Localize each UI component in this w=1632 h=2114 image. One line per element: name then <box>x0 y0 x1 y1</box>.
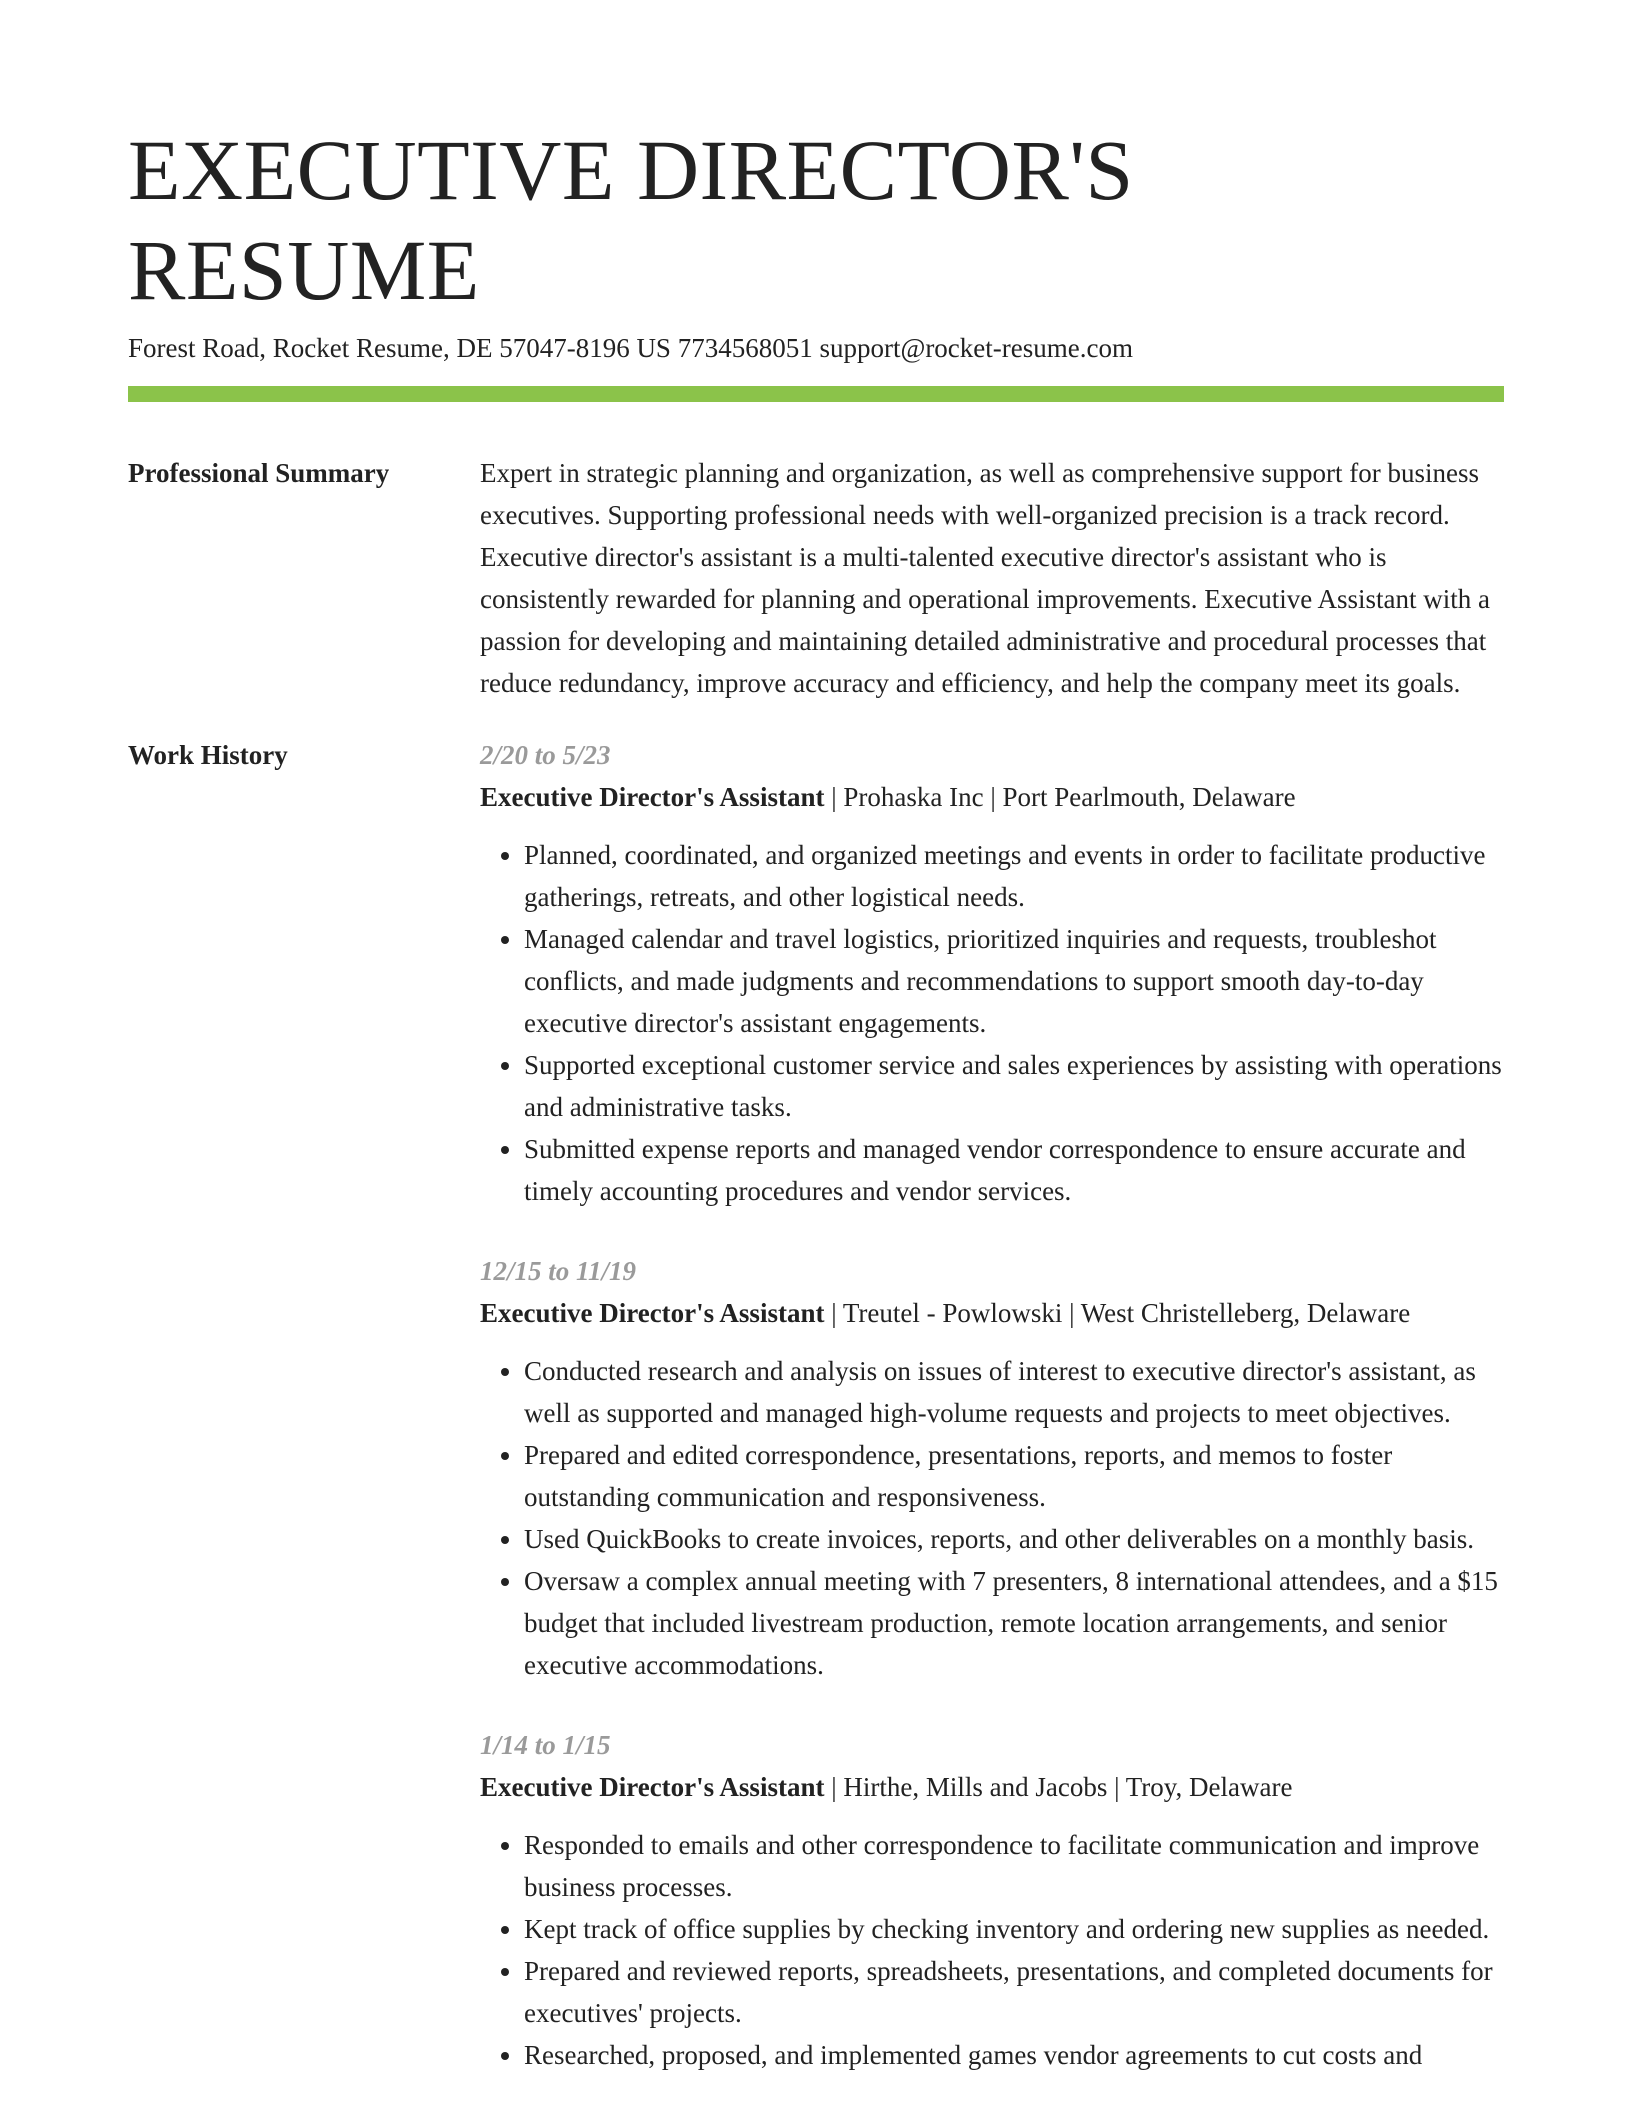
summary-text: Expert in strategic planning and organization, as well as comprehensive support for business executives. Supporting professional needs with well-organized precision is a track record. Executive director's assistant is a multi-talented executive director's assistant who is consistently rewarded for planning and operational improvements. Executive Assistant with a passion for developing and maintaining detailed administrative and procedural processes that reduce redundancy, improve accuracy and efficiency, and help the company meet its goals. <box>480 458 1490 698</box>
job-entry <box>480 1250 1504 1686</box>
job-title: Executive Director's Assistant <box>480 782 825 812</box>
section-label-work-history: Work History <box>128 740 288 770</box>
job-bullet: • Submitted expense reports and managed vendor correspondence to ensure accurate and timely accounting procedures and vendor services. <box>524 1128 1504 1212</box>
job-title: Executive Director's Assistant <box>480 1298 825 1328</box>
job-bullet-list <box>480 1350 1504 1686</box>
work-history-body <box>480 734 1504 2114</box>
job-bullet: • Kept track of office supplies by checking inventory and ordering new supplies as needed. <box>524 1908 1504 1950</box>
work-history-section <box>128 734 1504 2114</box>
job-dates: 12/15 to 11/19 <box>480 1256 637 1286</box>
summary-body <box>480 452 1504 704</box>
contact-line: Forest Road, Rocket Resume, DE 57047-8196 US 7734568051 support@rocket-resume.com <box>128 333 1133 363</box>
job-entry <box>480 734 1504 1212</box>
job-bullet-list <box>480 1824 1504 2076</box>
professional-summary-section <box>128 452 1504 704</box>
job-bullet: • Prepared and edited correspondence, presentations, reports, and memos to foster outstanding communication and responsiveness. <box>524 1434 1504 1518</box>
section-label-summary: Professional Summary <box>128 458 390 488</box>
job-bullet: • Oversaw a complex annual meeting with 7 presenters, 8 international attendees, and a $15 budget that included livestream production, remote location arrangements, and senior executive accommodations. <box>524 1560 1504 1686</box>
job-title: Executive Director's Assistant <box>480 1772 825 1802</box>
job-dates: 2/20 to 5/23 <box>480 740 611 770</box>
job-bullet: • Researched, proposed, and implemented games vendor agreements to cut costs and <box>524 2034 1504 2076</box>
resume-title: EXECUTIVE DIRECTOR'S RESUME <box>128 122 1134 318</box>
job-bullet: • Managed calendar and travel logistics, prioritized inquiries and requests, troubleshot conflicts, and made judgments and recommendations to support smooth day-to-day executive director's assistant engagements. <box>524 918 1504 1044</box>
job-bullet-list <box>480 834 1504 1212</box>
job-dates: 1/14 to 1/15 <box>480 1730 611 1760</box>
job-heading <box>480 776 1504 818</box>
job-bullet: • Planned, coordinated, and organized meetings and events in order to facilitate productive gatherings, retreats, and other logistical needs. <box>524 834 1504 918</box>
job-heading <box>480 1292 1504 1334</box>
job-bullet: • Conducted research and analysis on issues of interest to executive director's assistant, as well as supported and managed high-volume requests and projects to meet objectives. <box>524 1350 1504 1434</box>
accent-divider <box>128 386 1504 402</box>
job-details: | Prohaska Inc | Port Pearlmouth, Delaware <box>824 782 1296 812</box>
job-bullet: • Prepared and reviewed reports, spreadsheets, presentations, and completed documents for executives' projects. <box>524 1950 1504 2034</box>
job-entry <box>480 1724 1504 2076</box>
job-bullet: • Used QuickBooks to create invoices, reports, and other deliverables on a monthly basis. <box>524 1518 1504 1560</box>
job-details: | Hirthe, Mills and Jacobs | Troy, Delaware <box>824 1772 1293 1802</box>
job-bullet: • Supported exceptional customer service and sales experiences by assisting with operations and administrative tasks. <box>524 1044 1504 1128</box>
resume-page <box>128 120 1504 2114</box>
job-bullet: • Responded to emails and other correspondence to facilitate communication and improve business processes. <box>524 1824 1504 1908</box>
job-heading <box>480 1766 1504 1808</box>
job-details: | Treutel - Powlowski | West Christelleberg, Delaware <box>824 1298 1411 1328</box>
